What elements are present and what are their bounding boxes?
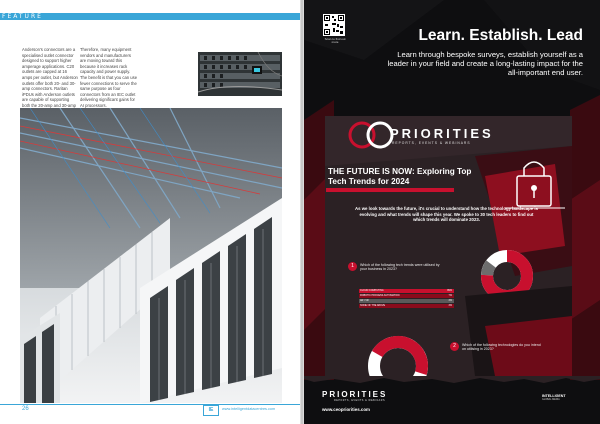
report-card (325, 116, 572, 376)
paragraph: Therefore, many equipment vendors and manufacturers are moving toward this because it increases rack capacity and power supply. The benefit is that you can use fewer connections to serve the same purpose as four connectors from an IEC outlet delivering significant gains for AI processors. (80, 47, 138, 108)
priorities-tagline: REPORTS, EVENTS & WEBINARS (392, 141, 471, 145)
right-page-advert (304, 0, 600, 424)
torn-edge (304, 376, 600, 386)
title-accent-bar (326, 188, 454, 192)
option-value: 89% (447, 289, 452, 292)
advert-headline: Learn. Establish. Lead (418, 27, 583, 44)
question-2-text: Which of the following technologies do you intend on utilising in 2023? (462, 343, 541, 352)
ie-logo: IE (203, 405, 219, 416)
option-label: AR / VR (360, 299, 369, 302)
footer-brand: PRIORITIES (322, 390, 388, 399)
question-2-badge: 2 (450, 342, 459, 351)
qr-code[interactable] (323, 14, 345, 36)
pdu-photo (198, 52, 282, 96)
footer-site-link[interactable]: www.ceopriorities.com (322, 407, 370, 412)
option-value: 7% (448, 294, 452, 297)
option-label: ROBOTIC PROCESS AUTOMATION (360, 294, 400, 297)
feature-bar (0, 13, 300, 20)
footer-url[interactable]: www.intelligentdatacentres.com (222, 407, 276, 411)
footer-rule (0, 404, 300, 405)
q1-option-row (359, 304, 454, 308)
advert-subhead: Learn through bespoke surveys, establish yourself as a leader in your field and create a long-lasting impact for the all-important end user. (387, 50, 583, 77)
paragraph: Anderson's connectors are a specialised outlet connector designed to support higher amperage applications. C20 outlets are capped at 16 amps per outlet, but Anderson outlets offer both 20- and 30-amp connectors. Raritan iPDUs with Anderson outlets are capable of supporting both the 20-amp and 30-amp (22, 47, 78, 108)
question-1-text: Which of the following tech trends were utilised by your business in 2023? (360, 263, 440, 272)
intelligent-global-media-logo (542, 394, 580, 402)
question-1-badge: 1 (348, 262, 357, 271)
section-label: FEATURE (2, 13, 43, 20)
option-value: 3% (448, 304, 452, 307)
option-value: 3% (448, 299, 452, 302)
report-intro: As we look towards the future, it's crucial to understand how the technology landscape is evolving and what trends will shape this year. We spoke to 30 tech leaders to find out which trends will dominate 2023. (355, 206, 538, 223)
ie-logo-line1: INTELLIGENT (542, 394, 566, 398)
option-label: NONE OF THE ABOVE (360, 304, 386, 307)
q1-option-row (359, 289, 454, 293)
option-label: CLOUD COMPUTING (360, 289, 384, 292)
ie-logo-line2: GLOBAL MEDIA (542, 398, 560, 402)
qr-caption: Scan to find out more (324, 37, 346, 45)
report-title-line1: THE FUTURE IS NOW: Exploring Top (328, 167, 472, 176)
q1-option-row (359, 294, 454, 298)
card-graphics (325, 116, 572, 376)
report-title-line2: Tech Trends for 2024 (328, 177, 410, 186)
datacentre-photo (20, 108, 282, 403)
q1-option-row (359, 299, 454, 303)
priorities-brand: PRIORITIES (390, 126, 494, 141)
page-number: 26 (22, 406, 29, 412)
footer-brand-tagline: REPORTS, EVENTS & WEBINARS (334, 399, 386, 402)
